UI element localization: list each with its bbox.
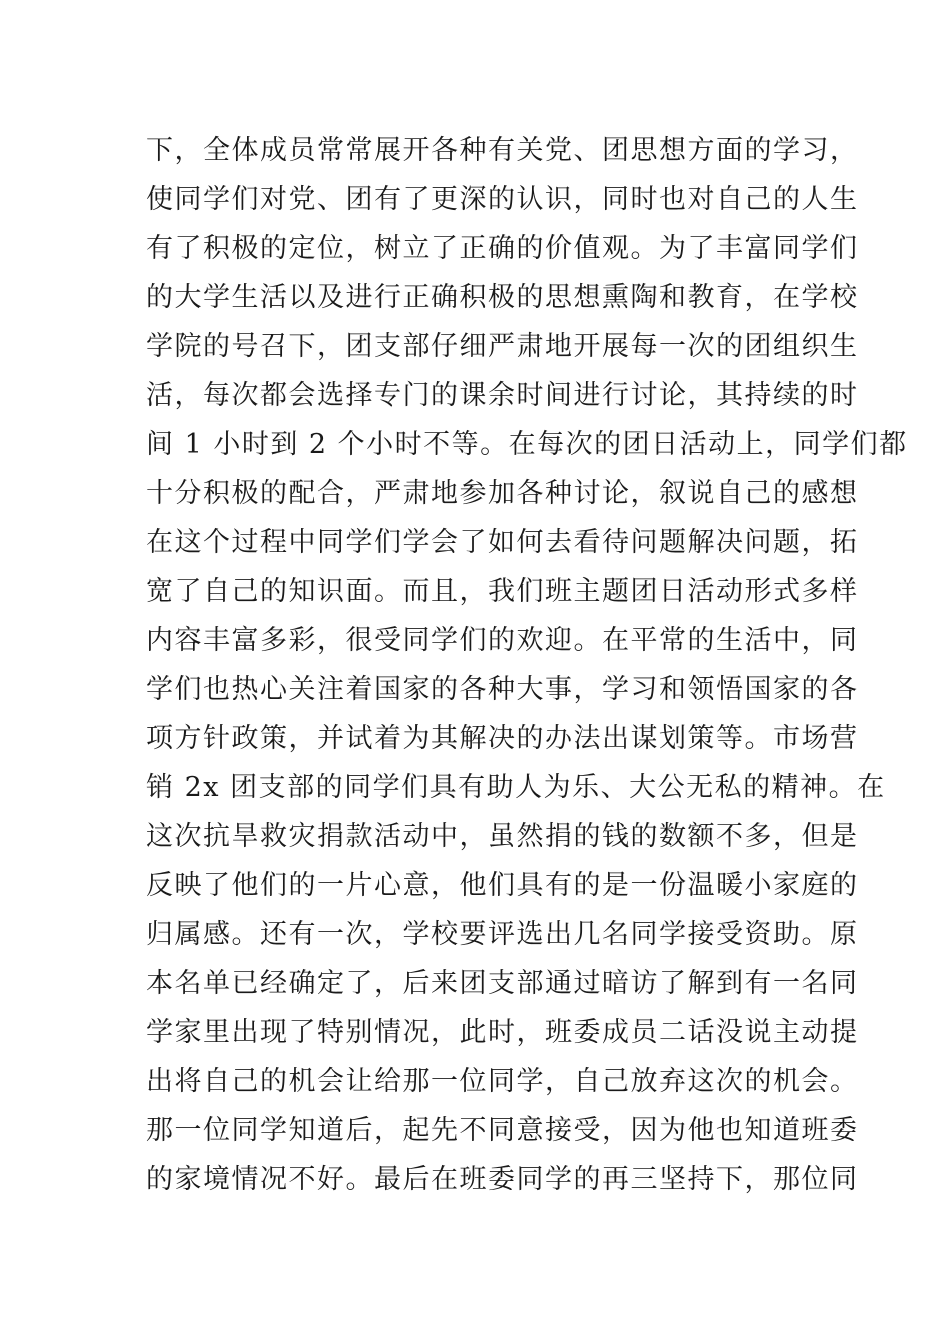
text-line-7: 间 1 小时到 2 个小时不等。在每次的团日活动上，同学们都 xyxy=(146,429,908,460)
text-line-22: 的家境情况不好。最后在班委同学的再三坚持下，那位同 xyxy=(146,1164,859,1195)
text-line-13: 项方针政策，并试着为其解决的办法出谋划策等。市场营 xyxy=(146,723,859,754)
text-line-12: 学们也热心关注着国家的各种大事，学习和领悟国家的各 xyxy=(146,674,859,705)
text-line-20: 出将自己的机会让给那一位同学，自己放弃这次的机会。 xyxy=(146,1066,859,1097)
text-line-10: 宽了自己的知识面。而且，我们班主题团日活动形式多样 xyxy=(146,576,859,607)
text-line-16: 反映了他们的一片心意，他们具有的是一份温暖小家庭的 xyxy=(146,870,859,901)
text-line-2: 使同学们对党、团有了更深的认识，同时也对自己的人生 xyxy=(146,184,859,215)
text-line-4: 的大学生活以及进行正确积极的思想熏陶和教育，在学校 xyxy=(146,282,859,313)
text-line-6: 活，每次都会选择专门的课余时间进行讨论，其持续的时 xyxy=(146,380,859,411)
text-line-21: 那一位同学知道后，起先不同意接受，因为他也知道班委 xyxy=(146,1115,859,1146)
text-line-3: 有了积极的定位，树立了正确的价值观。为了丰富同学们 xyxy=(146,233,859,264)
text-line-1: 下，全体成员常常展开各种有关党、团思想方面的学习， xyxy=(146,135,859,166)
text-line-14: 销 2x 团支部的同学们具有助人为乐、大公无私的精神。在 xyxy=(146,772,886,803)
body-text xyxy=(146,126,908,1204)
text-line-9: 在这个过程中同学们学会了如何去看待问题解决问题，拓 xyxy=(146,527,859,558)
text-line-18: 本名单已经确定了，后来团支部通过暗访了解到有一名同 xyxy=(146,968,859,999)
text-line-5: 学院的号召下，团支部仔细严肃地开展每一次的团组织生 xyxy=(146,331,859,362)
text-line-15: 这次抗旱救灾捐款活动中，虽然捐的钱的数额不多，但是 xyxy=(146,821,859,852)
text-line-17: 归属感。还有一次，学校要评选出几名同学接受资助。原 xyxy=(146,919,859,950)
text-line-19: 学家里出现了特别情况，此时，班委成员二话没说主动提 xyxy=(146,1017,859,1048)
text-line-11: 内容丰富多彩，很受同学们的欢迎。在平常的生活中，同 xyxy=(146,625,859,656)
text-line-8: 十分积极的配合，严肃地参加各种讨论，叙说自己的感想 xyxy=(146,478,859,509)
